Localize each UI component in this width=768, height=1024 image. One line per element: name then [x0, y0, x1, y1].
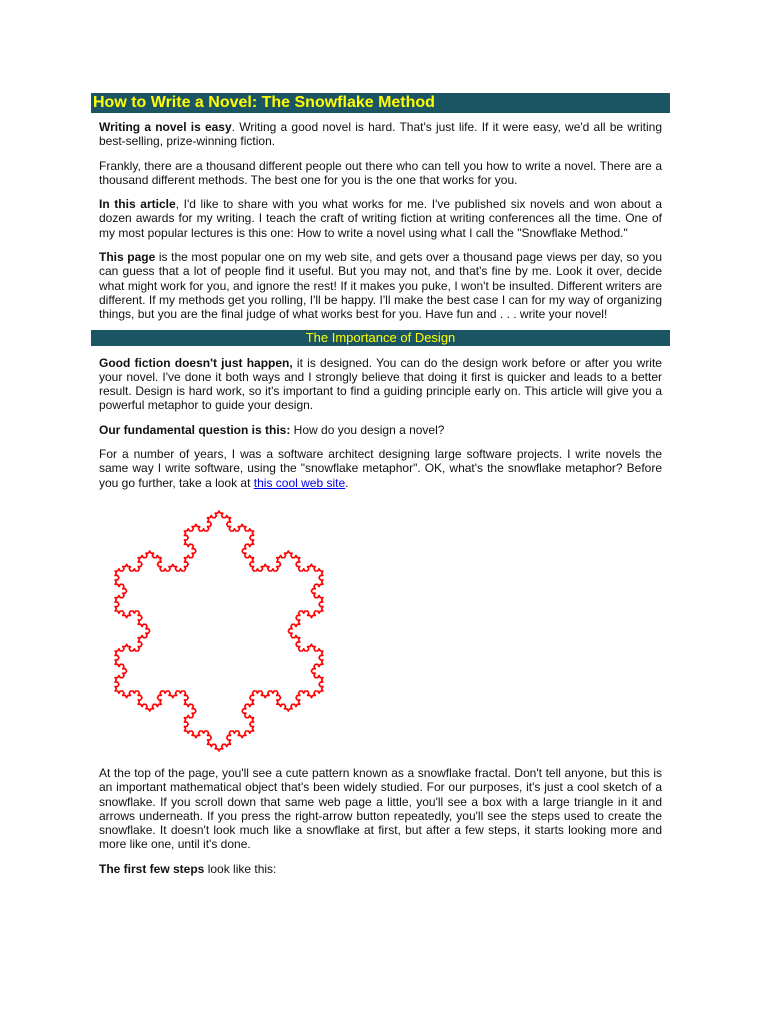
koch-snowflake-outline — [115, 511, 323, 751]
lead-text: In this article — [99, 197, 176, 212]
paragraph-frankly — [99, 159, 662, 188]
lead-text: Good fiction doesn't just happen, — [99, 355, 293, 370]
body-text: look like this: — [204, 861, 277, 876]
lead-text: The first few steps — [99, 861, 205, 876]
body-text: For a number of years, I was a software architect designing large software projects. I write novels the same way I write software, using the "snowflake metaphor". OK, what's the snowflake metaphor? Before you go further, take a look at — [99, 447, 662, 490]
design-section — [91, 356, 670, 876]
paragraph-writing-easy — [99, 120, 662, 149]
paragraph-snowflake-fractal — [99, 766, 662, 852]
body-text: it is designed. You can do the design work before or after you write your novel. I've done it both ways and I strongly believe that doing it first is quicker and leads to a better result. Design is hard work, so it's important to find a guiding principle early on. This article will give you a powerful metaphor to guide your design. — [99, 355, 662, 413]
paragraph-good-fiction — [99, 356, 662, 413]
lead-text: This page — [99, 250, 156, 265]
body-text: . — [345, 475, 349, 490]
paragraph-this-article — [99, 197, 662, 240]
intro-section — [91, 120, 670, 322]
section-heading-design: The Importance of Design — [91, 330, 670, 346]
lead-text: Our fundamental question is this: — [99, 422, 291, 437]
body-text: How do you design a novel? — [290, 422, 445, 437]
paragraph-software-architect — [99, 447, 662, 490]
body-text: Frankly, there are a thousand different people out there who can tell you how to write a novel. There are a thousand different methods. The best one for you is the one that works for you. — [99, 158, 662, 187]
cool-web-site-link[interactable]: this cool web site — [253, 475, 346, 490]
body-text: , I'd like to share with you what works for me. I've published six novels and won about a dozen awards for my writing. I teach the craft of writing fiction at writing conferences all the time. One of my most popular lectures is this one: How to write a novel using what I call the "Snowflake Method." — [99, 197, 662, 240]
paragraph-first-steps — [99, 862, 662, 876]
body-text: is the most popular one on my web site, and gets over a thousand page views per day, so you can guess that a lot of people find it useful. But you may not, and that's fine by me. Look it over, decide what might work for you, and ignore the rest! If it makes you puke, I won't be insulted. Different writers are different. If my methods get you rolling, I'll be happy. I'll make the best case I can for my way of organizing things, but you are the final judge of what works best for you. Have fun and . . . write your novel! — [99, 250, 662, 322]
paragraph-fundamental-question — [99, 423, 662, 437]
snowflake-fractal-image — [105, 504, 333, 756]
lead-text: Writing a novel is easy — [99, 120, 232, 134]
page-title: How to Write a Novel: The Snowflake Method — [91, 93, 670, 113]
body-text: . Writing a good novel is hard. That's just life. If it were easy, we'd all be writing best-selling, prize-winning fiction. — [99, 120, 662, 149]
body-text: At the top of the page, you'll see a cute pattern known as a snowflake fractal. Don't tell anyone, but this is an important mathematical object that's been widely studied. For our purposes, it's just a cool sketch of a snowflake. If you scroll down that same web page a little, you'll see a box with a large triangle in it and arrows underneath. If you press the right-arrow button repeatedly, you'll see the steps used to create the snowflake. It doesn't look much like a snowflake at first, but after a few steps, it starts looking more and more like one, until it's done. — [99, 765, 662, 852]
paragraph-this-page — [99, 250, 662, 321]
article — [91, 93, 670, 876]
